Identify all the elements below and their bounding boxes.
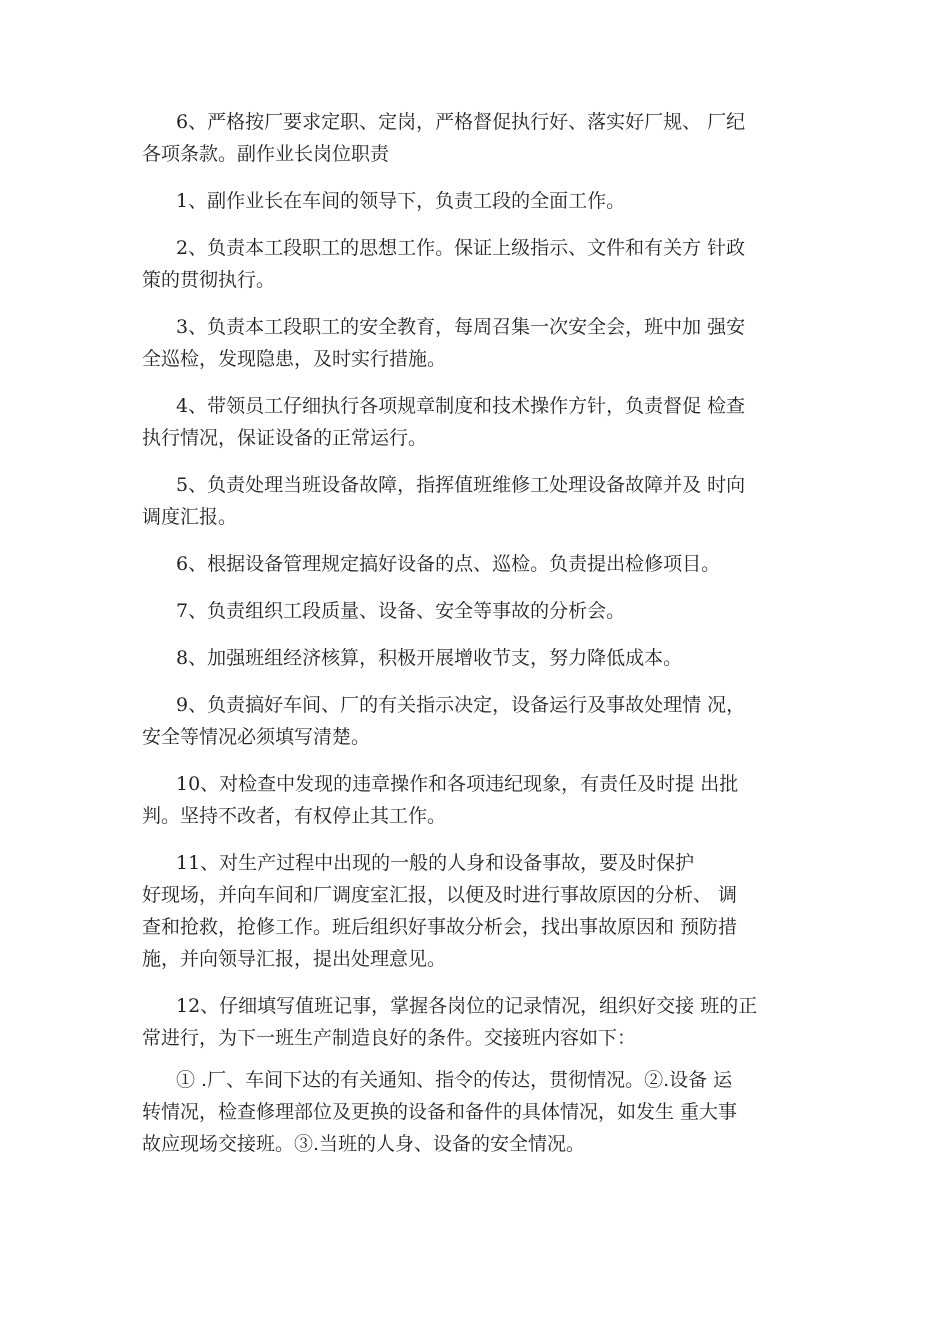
paragraph: [142, 768, 832, 832]
paragraph: [142, 185, 832, 217]
text-line: 12、仔细填写值班记事，掌握各岗位的记录情况，组织好交接 班的正: [176, 995, 758, 1017]
paragraph: [142, 595, 832, 627]
paragraph: [142, 1064, 832, 1160]
text-line: 施，并向领导汇报，提出处理意见。: [142, 948, 447, 970]
text-line: 3、负责本工段职工的安全教育，每周召集一次安全会，班中加 强安: [176, 316, 746, 338]
text-line: 判。坚持不改者，有权停止其工作。: [142, 805, 447, 827]
text-line: 7、负责组织工段质量、设备、安全等事故的分析会。: [176, 600, 626, 622]
text-line: 查和抢救，抢修工作。班后组织好事故分析会，找出事故原因和 预防措: [142, 916, 738, 938]
document-body: [142, 106, 832, 1175]
text-line: 调度汇报。: [142, 506, 238, 528]
paragraph: [142, 106, 832, 170]
text-line: 安全等情况必须填写清楚。: [142, 726, 371, 748]
text-line: 11、对生产过程中出现的一般的人身和设备事故，要及时保护: [176, 852, 695, 874]
text-line: 5、负责处理当班设备故障，指挥值班维修工处理设备故障并及 时向: [176, 474, 746, 496]
paragraph: [142, 232, 832, 296]
text-line: 策的贯彻执行。: [142, 269, 276, 291]
text-line: 8、加强班组经济核算，积极开展增收节支，努力降低成本。: [176, 647, 683, 669]
text-line: 转情况，检查修理部位及更换的设备和备件的具体情况，如发生 重大事: [142, 1101, 738, 1123]
text-line: 6、根据设备管理规定搞好设备的点、巡检。负责提出检修项目。: [176, 553, 721, 575]
text-line: ① .厂、车间下达的有关通知、指令的传达，贯彻情况。②.设备 运: [176, 1069, 733, 1091]
text-line: 故应现场交接班。③.当班的人身、设备的安全情况。: [142, 1133, 586, 1155]
paragraph: [142, 990, 832, 1054]
paragraph: [142, 390, 832, 454]
text-line: 9、负责搞好车间、厂的有关指示决定，设备运行及事故处理情 况，: [176, 694, 746, 716]
paragraph: [142, 311, 832, 375]
paragraph: [142, 642, 832, 674]
text-line: 2、负责本工段职工的思想工作。保证上级指示、文件和有关方 针政: [176, 237, 746, 259]
paragraph: [142, 469, 832, 533]
text-line: 执行情况，保证设备的正常运行。: [142, 427, 428, 449]
text-line: 6、严格按厂要求定职、定岗，严格督促执行好、落实好厂规、 厂纪: [176, 111, 746, 133]
text-line: 1、副作业长在车间的领导下，负责工段的全面工作。: [176, 190, 626, 212]
paragraph: [142, 689, 832, 753]
text-line: 10、对检查中发现的违章操作和各项违纪现象，有责任及时提 出批: [176, 773, 739, 795]
text-line: 全巡检，发现隐患，及时实行措施。: [142, 348, 447, 370]
text-line: 常进行，为下一班生产制造良好的条件。交接班内容如下：: [142, 1027, 637, 1049]
paragraph: [142, 548, 832, 580]
text-line: 各项条款。副作业长岗位职责: [142, 143, 390, 165]
paragraph: [142, 847, 832, 975]
text-line: 好现场，并向车间和厂调度室汇报，以便及时进行事故原因的分析、 调: [142, 884, 738, 906]
text-line: 4、带领员工仔细执行各项规章制度和技术操作方针，负责督促 检查: [176, 395, 746, 417]
